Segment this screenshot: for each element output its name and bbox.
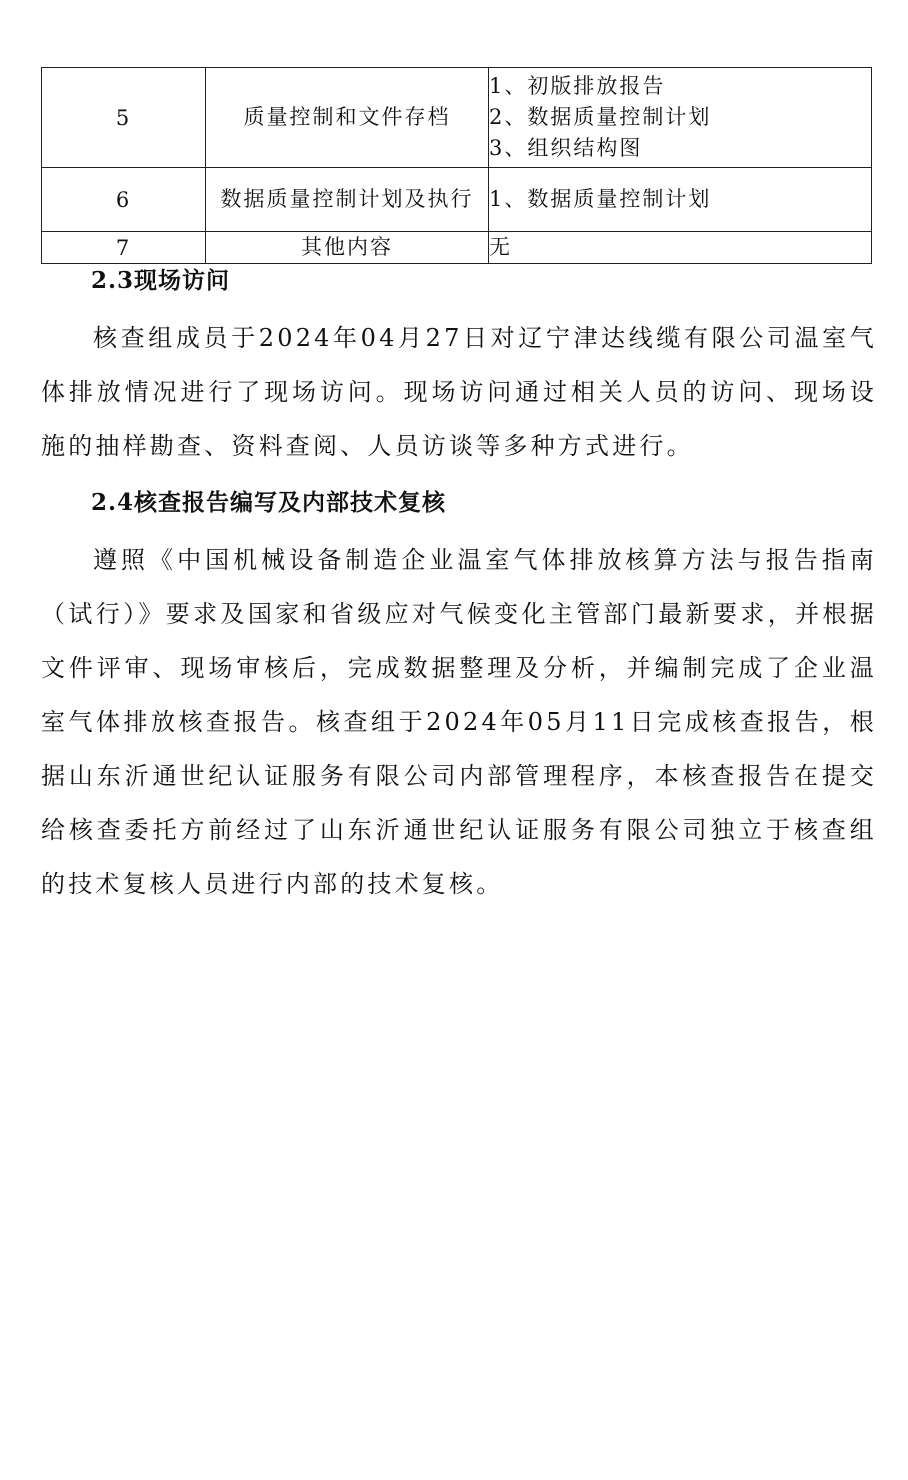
section-heading-2-4: 2.4核查报告编写及内部技术复核	[91, 489, 447, 516]
section-heading-2-3: 2.3现场访问	[91, 267, 231, 294]
table-row	[42, 232, 872, 264]
document-entry: 1、初版排放报告	[489, 74, 666, 98]
table-row	[42, 168, 872, 232]
row-number: 7	[42, 232, 206, 264]
section-paragraph-2-4: 遵照《中国机械设备制造企业温室气体排放核算方法与报告指南（试行）》要求及国家和省级应对气候变化主管部门最新要求，并根据文件评审、现场审核后，完成数据整理及分析，并编制完成了企业温室气体排放核查报告。核查组于2024年05月11日完成核查报告，根据山东沂通世纪认证服务有限公司内部管理程序，本核查报告在提交给核查委托方前经过了山东沂通世纪认证服务有限公司独立于核查组的技术复核人员进行内部的技术复核。	[41, 546, 877, 898]
section-paragraph-2-3: 核查组成员于2024年04月27日对辽宁津达线缆有限公司温室气体排放情况进行了现场访问。现场访问通过相关人员的访问、现场设施的抽样勘查、资料查阅、人员访谈等多种方式进行。	[41, 324, 877, 460]
document-entry: 1、数据质量控制计划	[489, 187, 712, 211]
document-entry: 3、组织结构图	[489, 136, 643, 160]
document-entry: 无	[489, 235, 512, 259]
document-review-table	[41, 67, 872, 264]
row-number: 6	[42, 168, 206, 232]
document-list	[489, 68, 872, 168]
table-row	[42, 68, 872, 168]
review-item: 数据质量控制计划及执行	[206, 168, 489, 232]
review-item: 质量控制和文件存档	[206, 68, 489, 168]
document-list	[489, 168, 872, 232]
document-entry: 2、数据质量控制计划	[489, 105, 712, 129]
document-list	[489, 232, 872, 264]
review-item: 其他内容	[206, 232, 489, 264]
row-number: 5	[42, 68, 206, 168]
